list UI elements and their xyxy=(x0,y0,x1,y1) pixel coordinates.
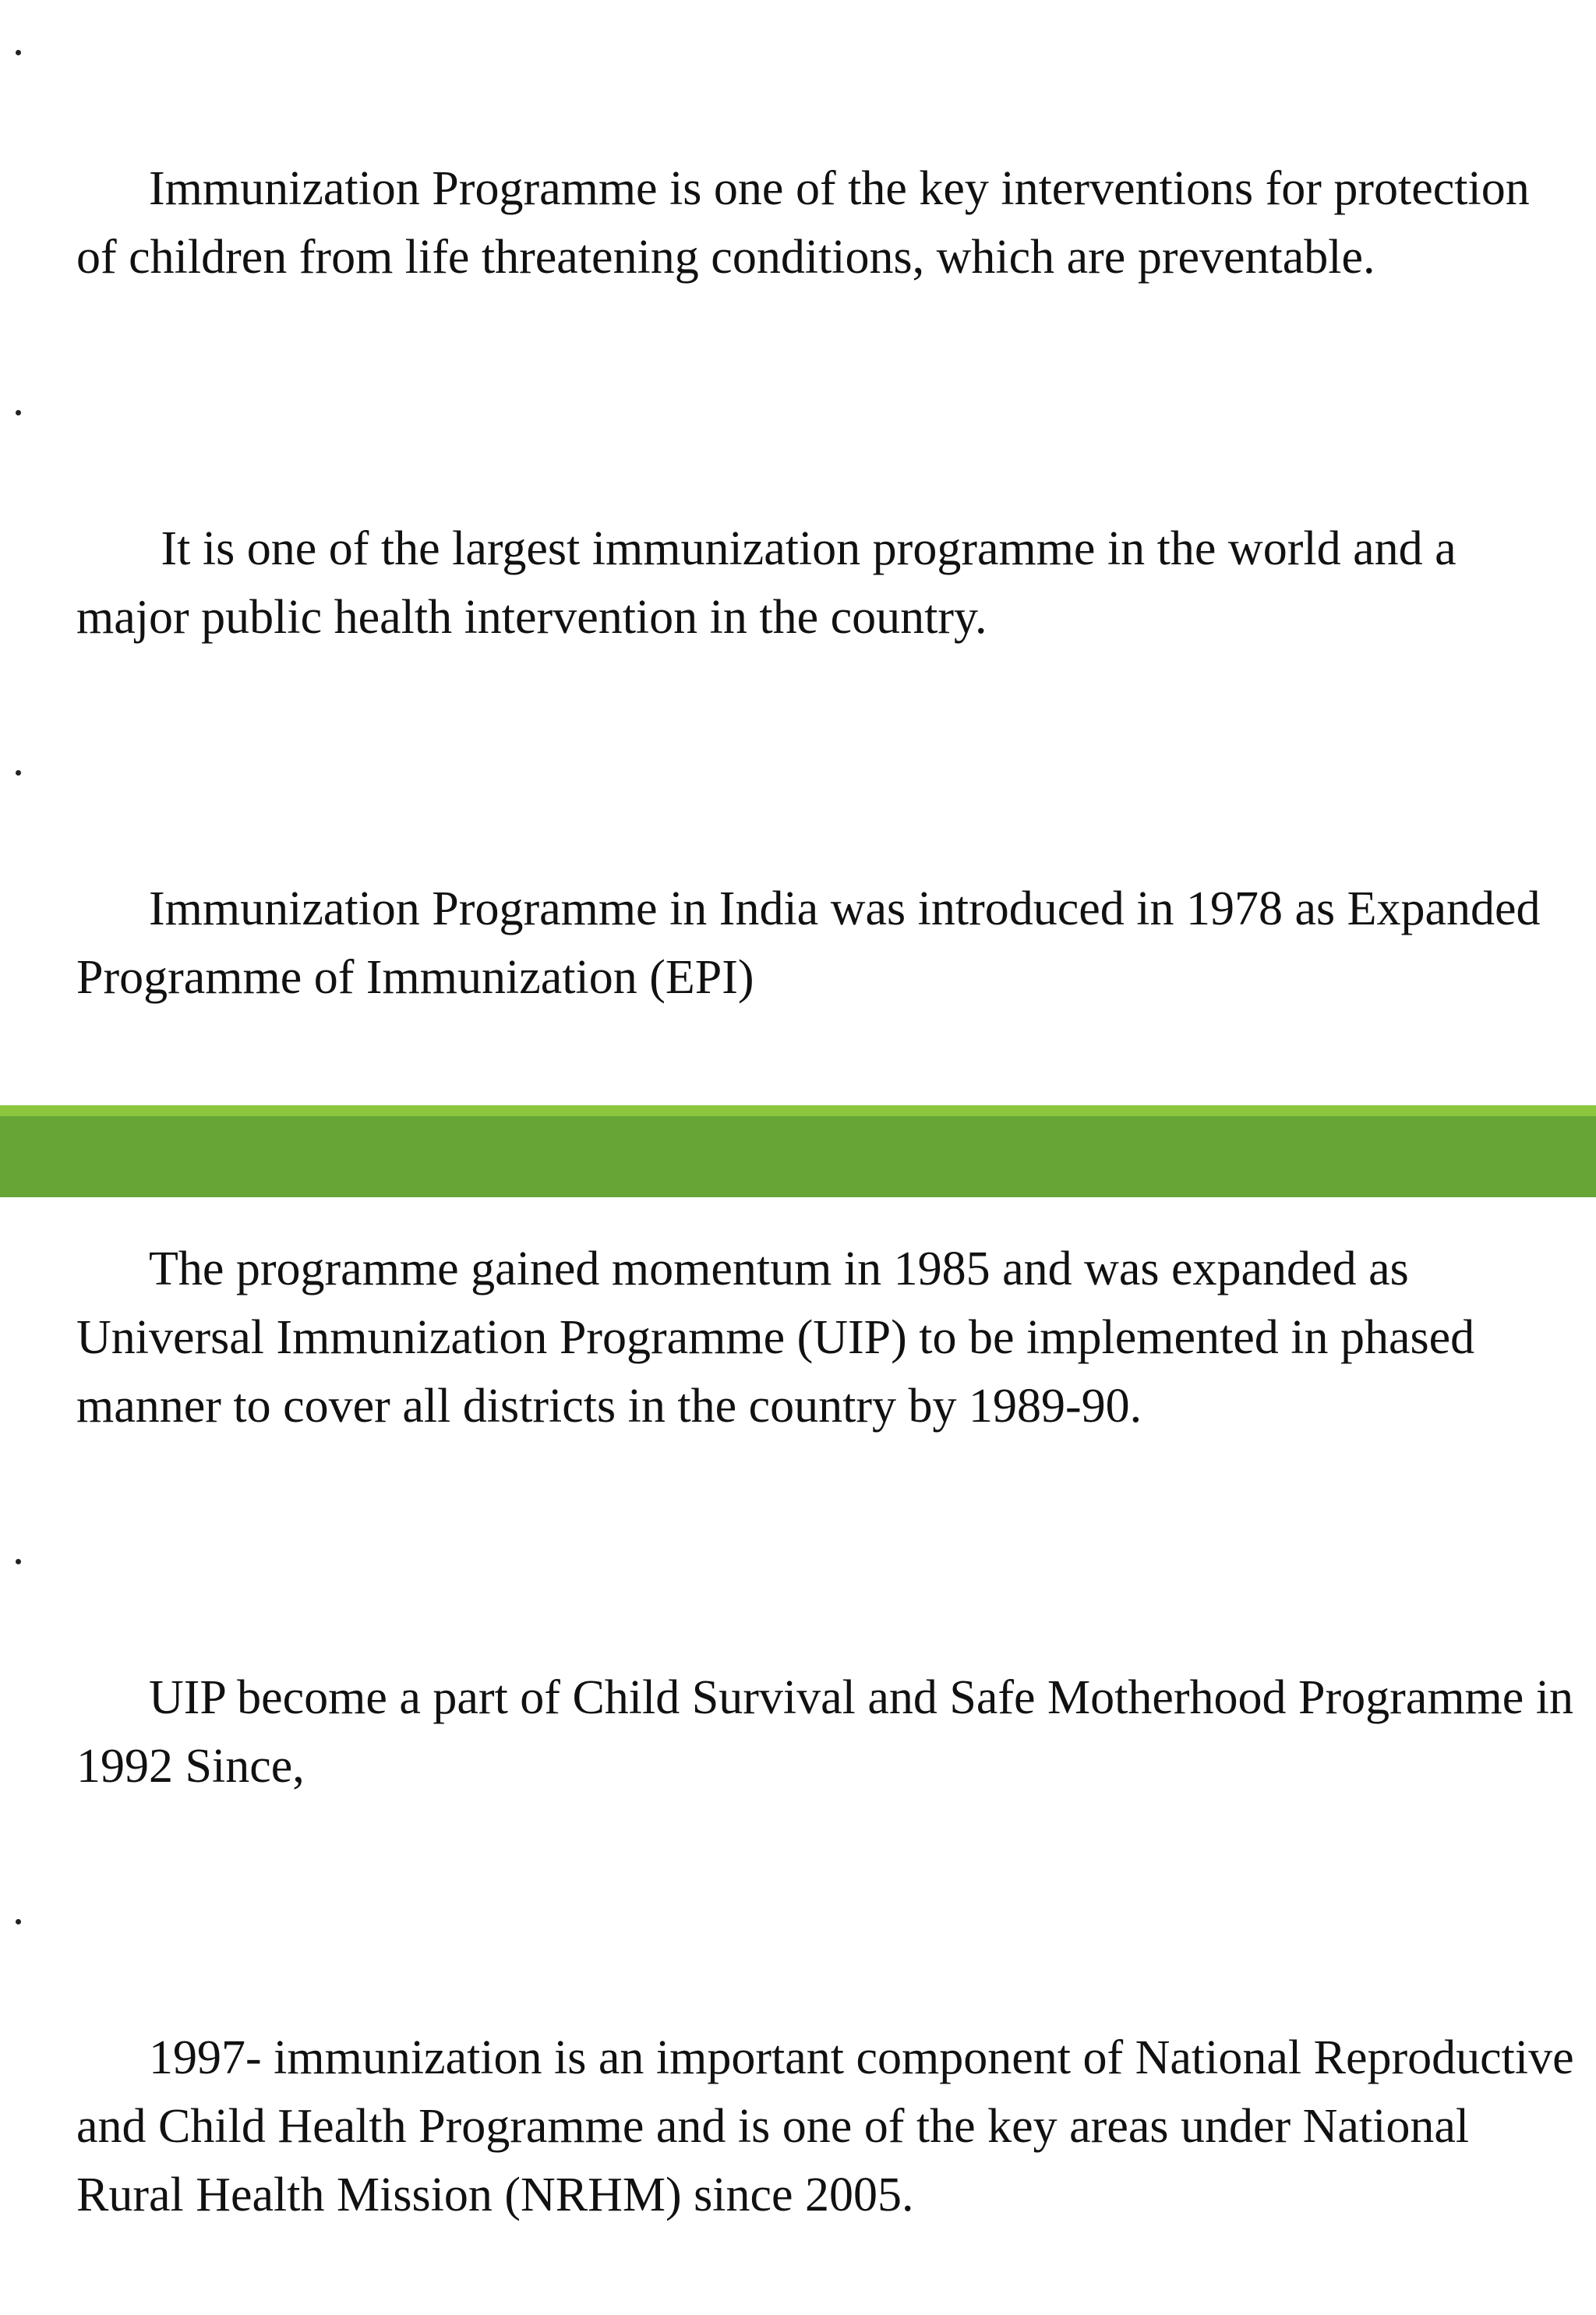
bullet-dot-icon xyxy=(16,1919,21,1924)
bullet-dot-icon xyxy=(16,410,21,415)
bullet-item-6 xyxy=(0,1886,1596,2298)
bullet-text-2: It is one of the largest immunization programme in the world and a major public health intervention in the country. xyxy=(76,522,1469,644)
bullet-dot-icon xyxy=(16,770,21,776)
bullet-dot-icon xyxy=(16,50,21,55)
bullet-item-2 xyxy=(0,377,1596,720)
bullet-item-3 xyxy=(0,737,1596,1080)
footer-highlight-stripe xyxy=(0,1105,1596,1116)
bullet-text-5: UIP become a part of Child Survival and Safe Motherhood Programme in 1992 Since, xyxy=(76,1671,1586,1793)
footer-band xyxy=(0,1105,1596,1197)
bullet-item-1 xyxy=(0,17,1596,360)
bullet-text-6: 1997- immunization is an important component of National Reproductive and Child Health Programme and is one of the key areas under National Rural Health Mission (NRHM) since 2005. xyxy=(76,2031,1587,2221)
bullet-text-1: Immunization Programme is one of the key interventions for protection of children from life threatening conditions, which are preventable. xyxy=(76,162,1542,284)
bullet-dot-icon xyxy=(16,1559,21,1564)
bullet-text-3: Immunization Programme in India was introduced in 1978 as Expanded Programme of Immunization (EPI) xyxy=(76,882,1553,1004)
bullet-text-4: The programme gained momentum in 1985 and was expanded as Universal Immunization Programme (UIP) to be implemented in phased manner to cover all districts in the country by 1989-90. xyxy=(76,1242,1487,1433)
bullet-item-5 xyxy=(0,1526,1596,1869)
